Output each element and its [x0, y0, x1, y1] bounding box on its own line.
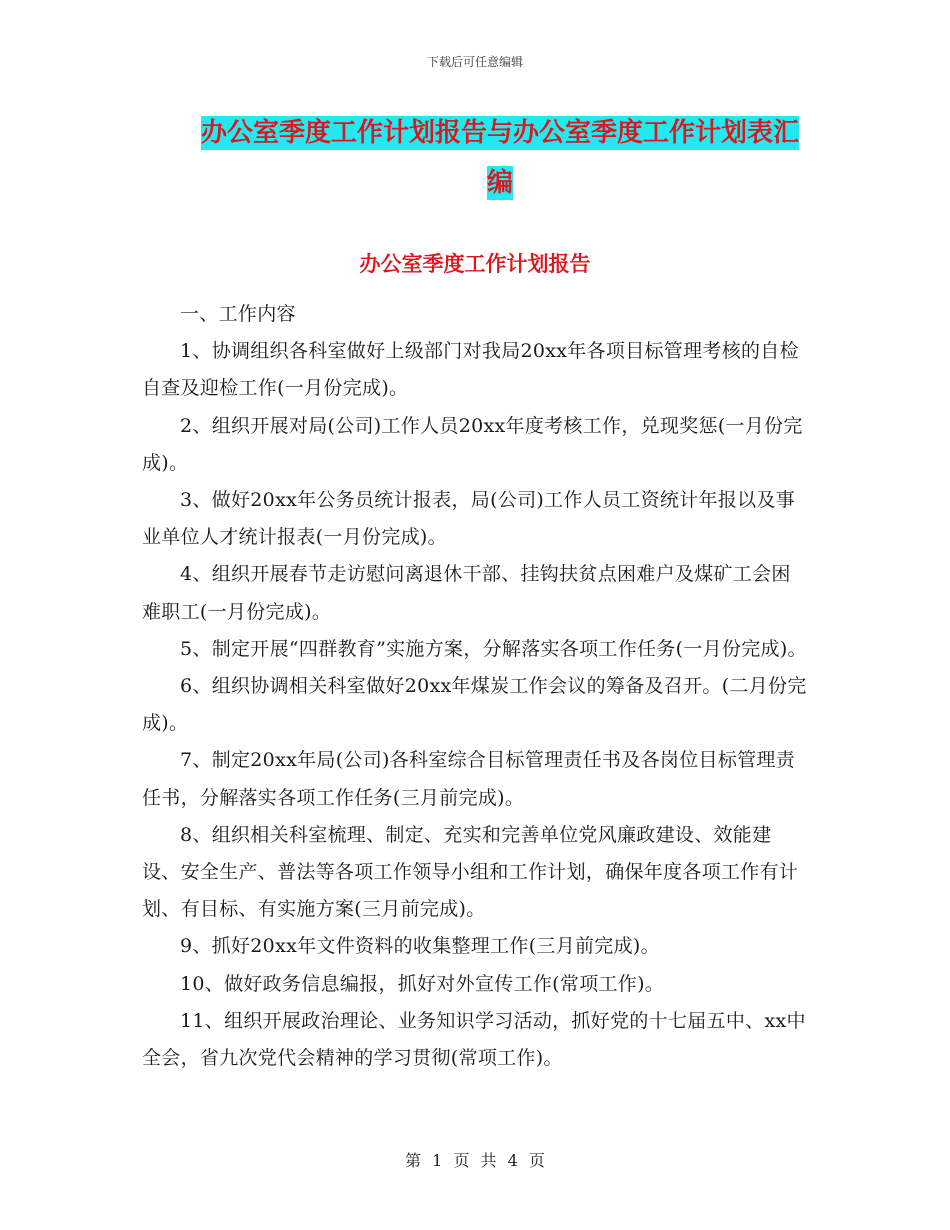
section-heading: 一、工作内容: [180, 303, 296, 325]
paragraph-item: 11、组织开展政治理论、业务知识学习活动，抓好党的十七届五中、xx中全会，省九次党代会精神的学习贯彻(常项工作)。: [142, 1009, 806, 1070]
sub-title: 办公室季度工作计划报告: [359, 252, 591, 276]
paragraph-item: 3、做好20xx年公务员统计报表，局(公司)工作人员工资统计年报以及事业单位人才统计报表(一月份完成)。: [142, 489, 796, 549]
paragraph-item: 5、制定开展“四群教育”实施方案，分解落实各项工作任务(一月份完成)。: [180, 637, 807, 660]
paragraph-item: 10、做好政务信息编报，抓好对外宣传工作(常项工作)。: [180, 972, 665, 995]
paragraph-item: 7、制定20xx年局(公司)各科室综合目标管理责任书及各岗位目标管理责任书，分解落实各项工作任务(三月前完成)。: [142, 749, 796, 809]
paragraph-item: 1、协调组织各科室做好上级部门对我局20xx年各项目标管理考核的自检自查及迎检工作(一月份完成)。: [142, 340, 799, 400]
paragraph-item: 8、组织相关科室梳理、制定、充实和完善单位党风廉政建设、效能建设、安全生产、普法等各项工作领导小组和工作计划，确保年度各项工作有计划、有目标、有实施方案(三月前完成)。: [142, 823, 799, 921]
main-title: [195, 108, 805, 208]
paragraph-item: 9、抓好20xx年文件资料的收集整理工作(三月前完成)。: [180, 935, 660, 958]
main-title-text: 办公室季度工作计划报告与办公室季度工作计划表汇编: [200, 118, 799, 198]
page-footer: 第 1 页 共 4 页: [405, 1151, 545, 1170]
document-body: [142, 296, 807, 1077]
paragraph-item: 6、组织协调相关科室做好20xx年煤炭工作会议的筹备及召开。(二月份完成)。: [142, 675, 807, 735]
header-note: 下载后可任意编辑: [426, 55, 523, 69]
paragraph-item: 2、组织开展对局(公司)工作人员20xx年度考核工作，兑现奖惩(一月份完成)。: [142, 414, 803, 474]
paragraph-item: 4、组织开展春节走访慰问离退休干部、挂钩扶贫点困难户及煤矿工会困难职工(一月份完成)。: [142, 563, 791, 623]
